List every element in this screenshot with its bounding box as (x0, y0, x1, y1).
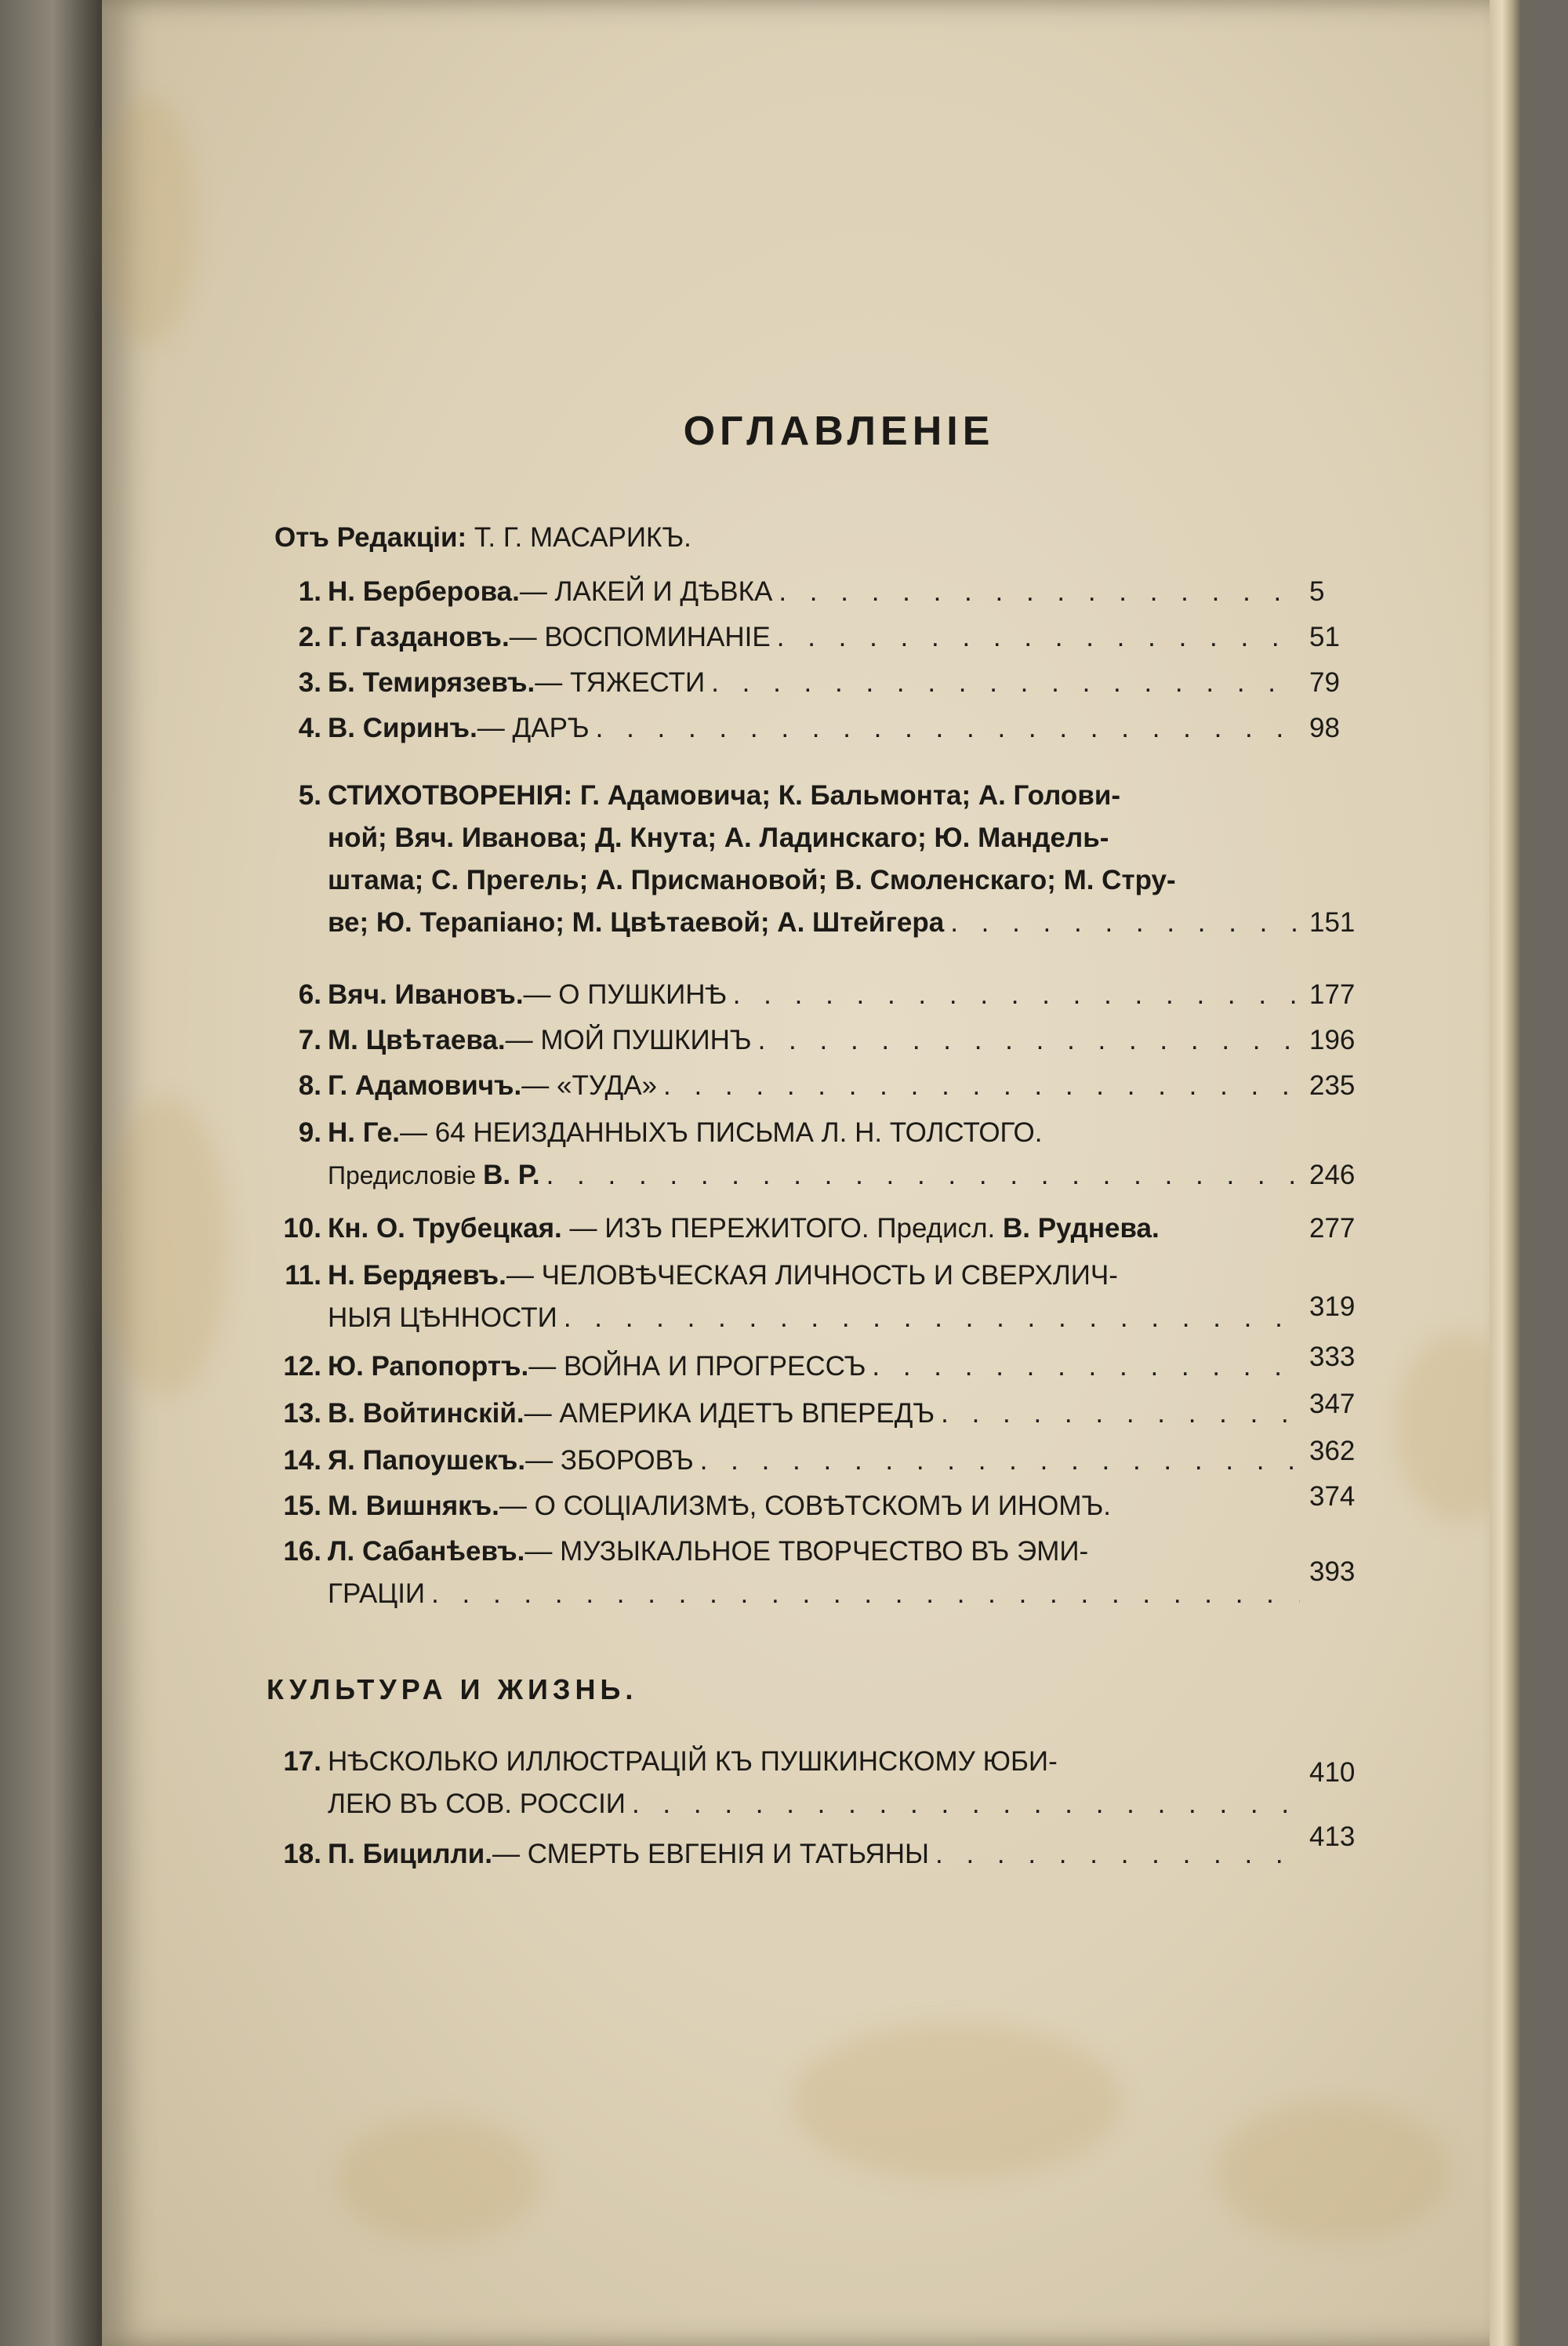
entry-number: 16. (283, 1536, 321, 1567)
entry-author: Кн. О. Трубецкая. (328, 1213, 562, 1244)
toc-entry-poems (267, 775, 1403, 955)
entry-author: Г. Газдановъ. (328, 622, 510, 652)
entry-title: — ДАРЪ (477, 713, 590, 743)
entry-title: — МОЙ ПУШКИНЪ (505, 1025, 752, 1055)
toc-title: ОГЛАВЛЕНIЕ (683, 409, 995, 454)
editorial-text: Т. Г. МАСАРИКЪ. (474, 522, 691, 553)
entry-author: Б. Темирязевъ. (328, 667, 535, 698)
editorial-label: Отъ Редакцiи: (274, 522, 467, 553)
entry-title: — О СОЦIАЛИЗМѢ, СОВѢТСКОМЪ И ИНОМЪ. (499, 1491, 1111, 1521)
entry-number: 9. (298, 1117, 321, 1148)
entry-number: 13. (283, 1398, 321, 1429)
entry-title: — ТЯЖЕСТИ (535, 667, 706, 698)
entry-page: 177 (1309, 979, 1356, 1010)
entry-page: 246 (1309, 1160, 1356, 1190)
entry-number: 8. (298, 1070, 321, 1101)
entry-number: 17. (283, 1746, 321, 1777)
entry-page: 196 (1309, 1025, 1356, 1055)
entry-page: 413 (1309, 1821, 1356, 1852)
entry-page: 98 (1309, 713, 1340, 743)
entry-line: ве; Ю. Терапiано; М. Цвѣтаевой; А. Штейгера (328, 907, 945, 938)
entry-number: 10. (283, 1213, 321, 1244)
entry-author: В. Сиринъ. (328, 713, 477, 743)
left-page-edge (0, 0, 118, 2346)
entry-title: — ИЗЪ ПЕРЕЖИТОГО. Предисл. (561, 1213, 1003, 1244)
entry-number: 18. (283, 1839, 321, 1869)
entry-page: 347 (1309, 1389, 1356, 1419)
entry-title: — «ТУДА» (521, 1070, 658, 1101)
background (1521, 0, 1568, 2346)
entry-title: — АМЕРИКА ИДЕТЪ ВПЕРЕДЪ (524, 1398, 935, 1429)
page-edge (1490, 0, 1521, 2346)
entry-page: 374 (1309, 1481, 1356, 1512)
section-heading: КУЛЬТУРА И ЖИЗНЬ. (267, 1673, 638, 1705)
entry-author: Я. Папоушекъ. (328, 1445, 526, 1476)
entry-page: 5 (1309, 576, 1325, 607)
entry-number: 15. (283, 1491, 321, 1521)
entry-title: НѢСКОЛЬКО ИЛЛЮСТРАЦIЙ КЪ ПУШКИНСКОМУ ЮБИ- (328, 1746, 1058, 1777)
toc-entry (267, 1531, 1403, 1617)
entry-line: СТИХОТВОРЕНIЯ: Г. Адамовича; К. Бальмонта; А. Голови- (328, 780, 1121, 811)
entry-author: М. Вишнякъ. (328, 1491, 499, 1521)
entry-author: Н. Берберова. (328, 576, 520, 607)
toc-entry (267, 1255, 1403, 1341)
entry-page: 151 (1309, 907, 1356, 938)
entry-author: Вяч. Ивановъ. (328, 979, 524, 1010)
entry-number: 7. (298, 1025, 321, 1055)
entry-number: 2. (298, 622, 321, 652)
entry-author: Н. Бердяевъ. (328, 1260, 506, 1291)
entry-title: — ЛАКЕЙ И ДѢВКА (519, 576, 773, 607)
entry-preface: Предисловiе (328, 1161, 484, 1189)
entry-title: — ЧЕЛОВѢЧЕСКАЯ ЛИЧНОСТЬ И СВЕРХЛИЧ- (506, 1260, 1118, 1291)
entry-page: 79 (1309, 667, 1340, 698)
entry-page: 319 (1309, 1291, 1356, 1322)
entry-page: 393 (1309, 1556, 1356, 1587)
entry-author: Н. Ге. (328, 1117, 400, 1148)
entry-author: Ю. Рапопортъ. (328, 1351, 529, 1382)
entry-author: Л. Сабанѣевъ. (328, 1536, 525, 1567)
entry-title: — О ПУШКИНѢ (523, 979, 727, 1010)
entry-author: П. Бицилли. (328, 1839, 493, 1869)
entry-number: 5. (298, 780, 321, 811)
entry-author: Г. Адамовичъ. (328, 1070, 522, 1101)
entry-author: М. Цвѣтаева. (328, 1025, 506, 1055)
entry-page: 277 (1309, 1213, 1356, 1244)
entry-page: 410 (1309, 1757, 1356, 1788)
entry-title: — ЗБОРОВЪ (525, 1445, 694, 1476)
entry-number: 6. (298, 979, 321, 1010)
entry-number: 1. (298, 576, 321, 607)
entry-page: 362 (1309, 1436, 1356, 1466)
entry-number: 4. (298, 713, 321, 743)
entry-number: 14. (283, 1445, 321, 1476)
entry-page: 235 (1309, 1070, 1356, 1101)
entry-number: 3. (298, 667, 321, 698)
entry-line: штама; С. Прегель; А. Присмановой; В. Смоленскаго; М. Стру- (328, 865, 1176, 895)
entry-title: — ВОСПОМИНАНIЕ (509, 622, 771, 652)
entry-title: — ВОЙНА И ПРОГРЕССЪ (528, 1351, 866, 1382)
entry-number: 12. (283, 1351, 321, 1382)
entry-title: — МУЗЫКАЛЬНОЕ ТВОРЧЕСТВО ВЪ ЭМИ- (524, 1536, 1089, 1567)
toc-entry (267, 1741, 1403, 1827)
entry-page: 51 (1309, 622, 1340, 652)
toc-entry (267, 1112, 1403, 1198)
entry-line: ной; Вяч. Иванова; Д. Кнута; А. Ладинскаго; Ю. Мандель- (328, 823, 1109, 853)
entry-title: — СМЕРТЬ ЕВГЕНIЯ И ТАТЬЯНЫ (492, 1839, 929, 1869)
entry-title: — 64 НЕИЗДАННЫХЪ ПИСЬМА Л. Н. ТОЛСТОГО. (399, 1117, 1043, 1148)
entry-title-cont: ЛЕЮ ВЪ СОВ. РОССIИ (328, 1789, 626, 1819)
entry-title-cont: ГРАЦIИ (328, 1578, 426, 1609)
entry-preface-author: В. Р. (483, 1160, 540, 1190)
entry-preface-author: В. Руднева. (1002, 1213, 1160, 1244)
entry-title-cont: НЫЯ ЦѢННОСТИ (328, 1302, 557, 1333)
entry-number: 11. (285, 1260, 321, 1291)
editorial-line (274, 522, 691, 554)
entry-author: В. Войтинскiй. (328, 1398, 524, 1429)
entry-page: 333 (1309, 1342, 1356, 1372)
